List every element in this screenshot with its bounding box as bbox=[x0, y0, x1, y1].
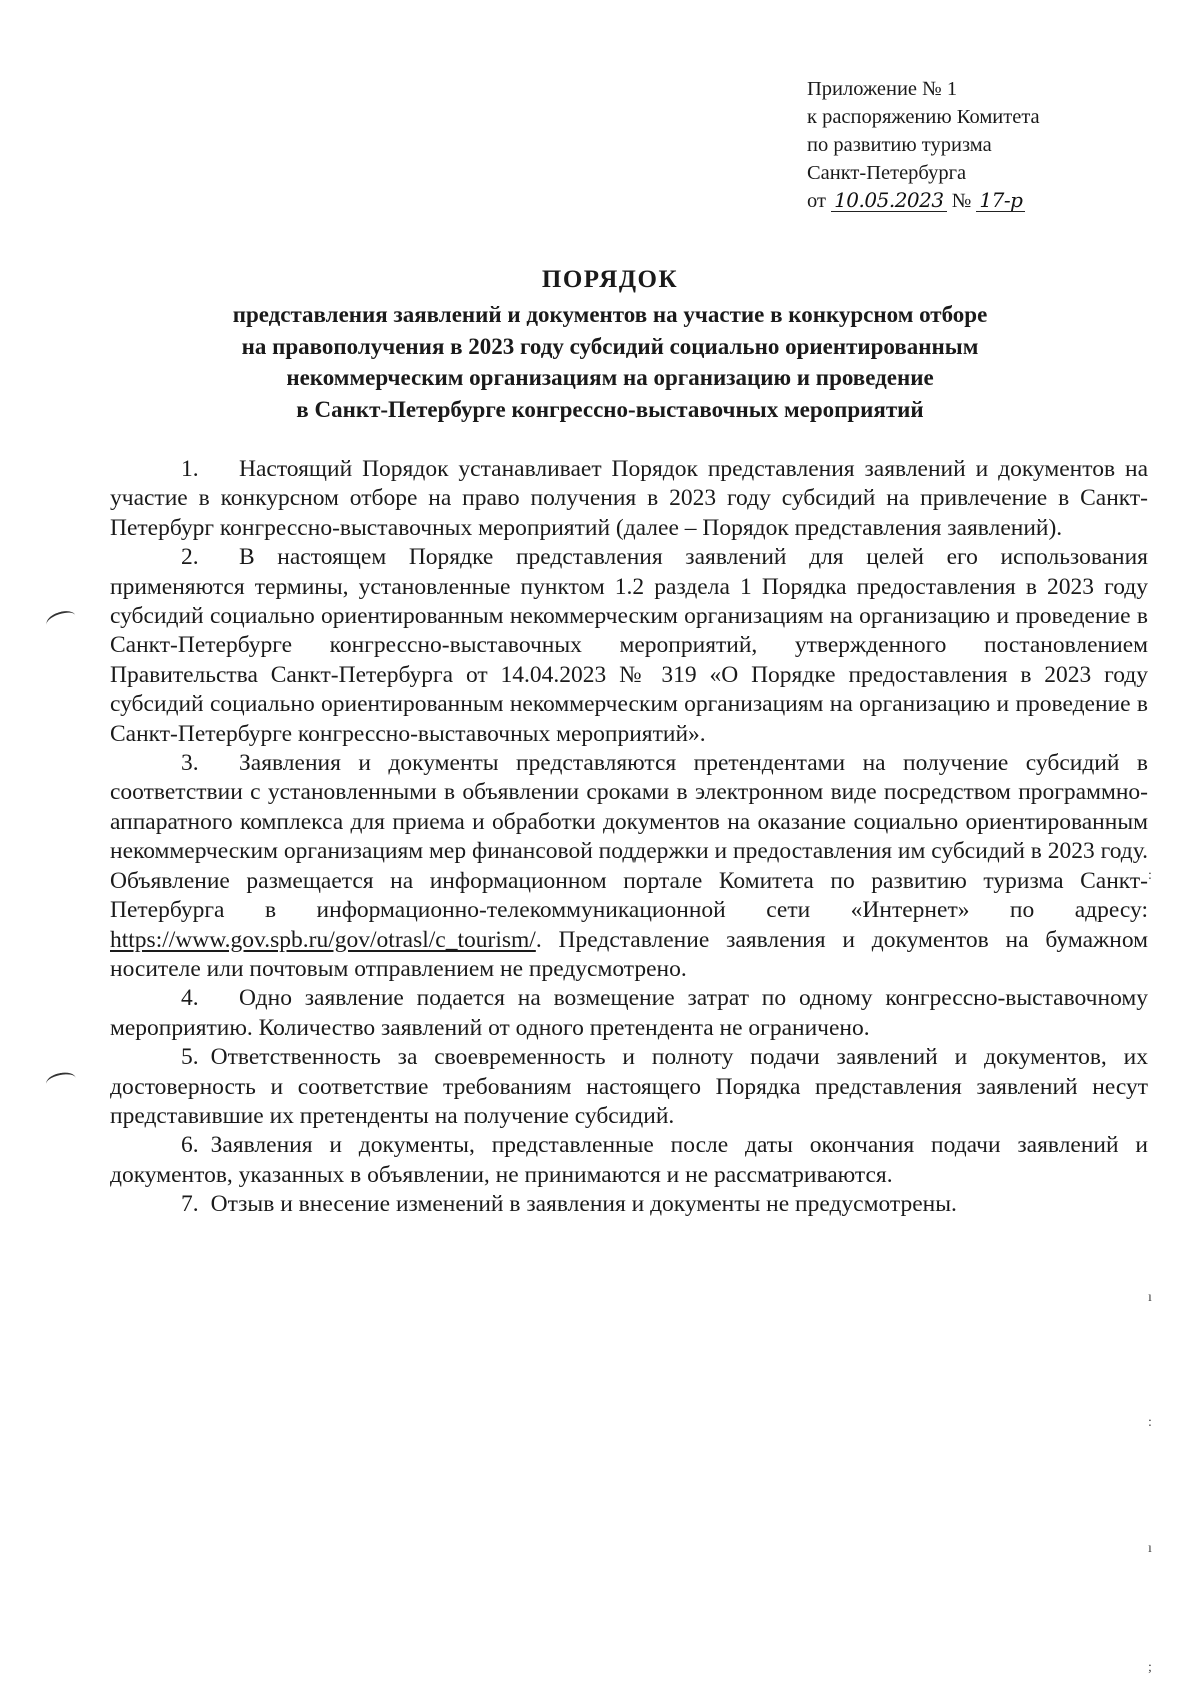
subtitle-line-3: некоммерческим организациям на организацию и проведение bbox=[286, 365, 934, 390]
paragraph-number: 6. bbox=[181, 1132, 199, 1159]
paragraph-text: В настоящем Порядке представления заявлений для целей его использования применяются термины, установленные пунктом 1.2 раздела 1 Порядка предоставления в 2023 году субсидий социально ориентированным некоммерческим организациям на организацию и проведение в Санкт-Петербурге конгрессно-выставочных мероприятий, утвержденного постановлением Правительства Санкт-Петербурга от 14.04.2023 № 319 «О Порядке предоставления в 2023 году субсидий социально ориентированным некоммерческим организациям на организацию и проведение в Санкт-Петербурге конгрессно-выставочных мероприятий». bbox=[110, 544, 1148, 747]
punch-mark bbox=[44, 608, 77, 632]
appendix-date-line bbox=[807, 187, 1137, 215]
paragraph-number: 5. bbox=[181, 1044, 199, 1071]
paragraph-number: 7. bbox=[181, 1191, 199, 1218]
document-subtitle bbox=[110, 299, 1110, 425]
scan-speck: : bbox=[1148, 1415, 1152, 1430]
document-title-block bbox=[110, 263, 1110, 425]
scan-speck: : bbox=[1148, 868, 1152, 883]
handwritten-date: 10.05.2023 bbox=[831, 189, 947, 212]
paragraph-number: 4. bbox=[181, 985, 199, 1012]
paragraph-number: 1. bbox=[181, 456, 199, 482]
appendix-header bbox=[807, 75, 1137, 215]
paragraph-5 bbox=[110, 1043, 1148, 1131]
handwritten-number: 17-р bbox=[976, 189, 1025, 212]
paragraph-number: 3. bbox=[181, 750, 199, 777]
scan-speck: ı bbox=[1148, 1290, 1152, 1305]
paragraph-7 bbox=[110, 1190, 1148, 1219]
paragraph-text: Ответственность за своевременность и полноту подачи заявлений и документов, их достоверность и соответствие требованиям настоящего Порядка представления заявлений несут представившие их претенденты на получение субсидий. bbox=[110, 1044, 1148, 1129]
paragraph-6 bbox=[110, 1131, 1148, 1190]
tourism-portal-link[interactable]: https://www.gov.spb.ru/gov/otrasl/c_tourism/ bbox=[110, 926, 536, 953]
appendix-line-3: по развитию туризма bbox=[807, 134, 992, 156]
appendix-line-2: к распоряжению Комитета bbox=[807, 106, 1040, 128]
paragraph-1 bbox=[110, 455, 1148, 543]
paragraph-text: Заявления и документы, представленные после даты окончания подачи заявлений и документов, указанных в объявлении, не принимаются и не рассматриваются. bbox=[110, 1132, 1148, 1188]
paragraph-4 bbox=[110, 984, 1148, 1043]
paragraph-text: Отзыв и внесение изменений в заявления и документы не предусмотрены. bbox=[210, 1191, 957, 1218]
scan-speck: ı bbox=[1148, 1541, 1152, 1556]
document-body bbox=[110, 455, 1148, 1220]
date-prefix: от bbox=[807, 190, 826, 212]
punch-mark bbox=[45, 1070, 78, 1092]
number-prefix: № bbox=[951, 190, 972, 212]
paragraph-2 bbox=[110, 543, 1148, 749]
scan-speck: ; bbox=[1148, 1660, 1152, 1675]
subtitle-line-1: представления заявлений и документов на участие в конкурсном отборе bbox=[232, 302, 988, 327]
paragraph-text: Одно заявление подается на возмещение затрат по одному конгрессно-выставочному мероприятию. Количество заявлений от одного претендента не ограничено. bbox=[110, 985, 1148, 1041]
appendix-line-4: Санкт-Петербурга bbox=[807, 162, 967, 184]
paragraph-text: Заявления и документы представляются претендентами на получение субсидий в соответствии с установленными в объявлении сроками в электронном виде посредством программно-аппаратного комплекса для приема и обработки документов на оказание социально ориентированным некоммерческим организациям мер финансовой поддержки и предоставления им субсидий в 2023 году. Объявление размещается на информационном портале Комитета по развитию туризма Санкт-Петербурга в информационно-телекоммуникационной сети «Интернет» по адресу: bbox=[110, 750, 1148, 924]
paragraph-3 bbox=[110, 749, 1148, 984]
subtitle-line-2: на правополучения в 2023 году субсидий социально ориентированным bbox=[241, 333, 979, 359]
paragraph-text-continued: . Представление заявления и документов на бумажном носителе или почтовым отправлением не предусмотрено. bbox=[110, 926, 1148, 982]
paragraph-number: 2. bbox=[181, 544, 199, 571]
document-title: ПОРЯДОК bbox=[541, 266, 679, 293]
appendix-line-1: Приложение № 1 bbox=[807, 78, 958, 100]
subtitle-line-4: в Санкт-Петербурге конгрессно-выставочных мероприятий bbox=[296, 396, 924, 422]
paragraph-text: Настоящий Порядок устанавливает Порядок представления заявлений и документов на участие в конкурсном отборе на право получения в 2023 году субсидий на привлечение в Санкт-Петербург конгрессно-выставочных мероприятий (далее – Порядок представления заявлений). bbox=[110, 456, 1148, 541]
